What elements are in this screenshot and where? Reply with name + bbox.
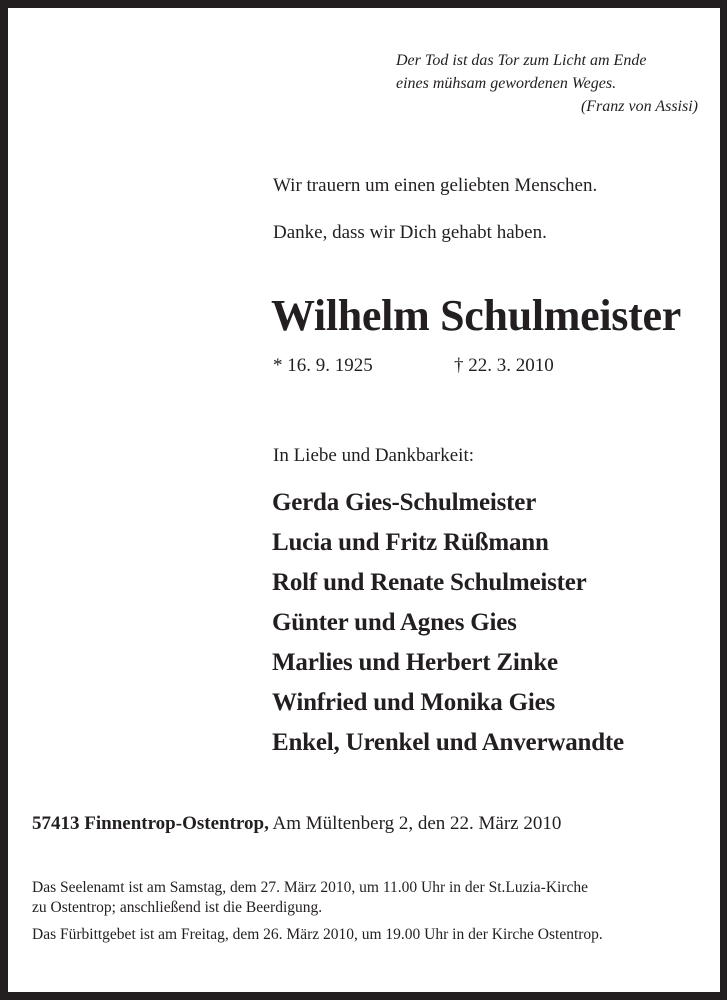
mourner-name: Enkel, Urenkel und Anverwandte	[272, 729, 624, 756]
quote-author: (Franz von Assisi)	[580, 98, 698, 115]
death-date: † 22. 3. 2010	[454, 355, 554, 376]
address-line	[32, 813, 561, 835]
mourner-name: Gerda Gies-Schulmeister	[272, 489, 537, 516]
obituary-notice	[8, 8, 720, 992]
birth-date: * 16. 9. 1925	[273, 355, 373, 376]
intro-line-2: Danke, dass wir Dich gehabt haben.	[273, 222, 547, 243]
mourner-name: Rolf und Renate Schulmeister	[272, 569, 587, 596]
quote-line-1: Der Tod ist das Tor zum Licht am Ende	[396, 52, 647, 69]
mourners-heading: In Liebe und Dankbarkeit:	[273, 445, 475, 466]
mourner-name: Lucia und Fritz Rüßmann	[272, 529, 549, 556]
notice-line-2: zu Ostentrop; anschließend ist die Beerdigung.	[32, 899, 323, 916]
address-place: 57413 Finnentrop-Ostentrop,	[32, 813, 269, 834]
notice-line-3: Das Fürbittgebet ist am Freitag, dem 26. März 2010, um 19.00 Uhr in der Kirche Ostentrop.	[32, 926, 603, 943]
mourner-name: Günter und Agnes Gies	[272, 609, 517, 636]
mourner-name: Marlies und Herbert Zinke	[272, 649, 558, 676]
intro-line-1: Wir trauern um einen geliebten Menschen.	[273, 175, 598, 196]
epigraph-quote	[396, 49, 698, 118]
mourner-name: Winfried und Monika Gies	[272, 689, 555, 716]
notice-line-1: Das Seelenamt ist am Samstag, dem 27. März 2010, um 11.00 Uhr in der St.Luzia-Kirche	[32, 879, 589, 896]
deceased-name: Wilhelm Schulmeister	[271, 291, 681, 340]
address-rest: Am Mültenberg 2, den 22. März 2010	[268, 813, 562, 834]
quote-line-2: eines mühsam gewordenen Weges.	[396, 75, 617, 92]
